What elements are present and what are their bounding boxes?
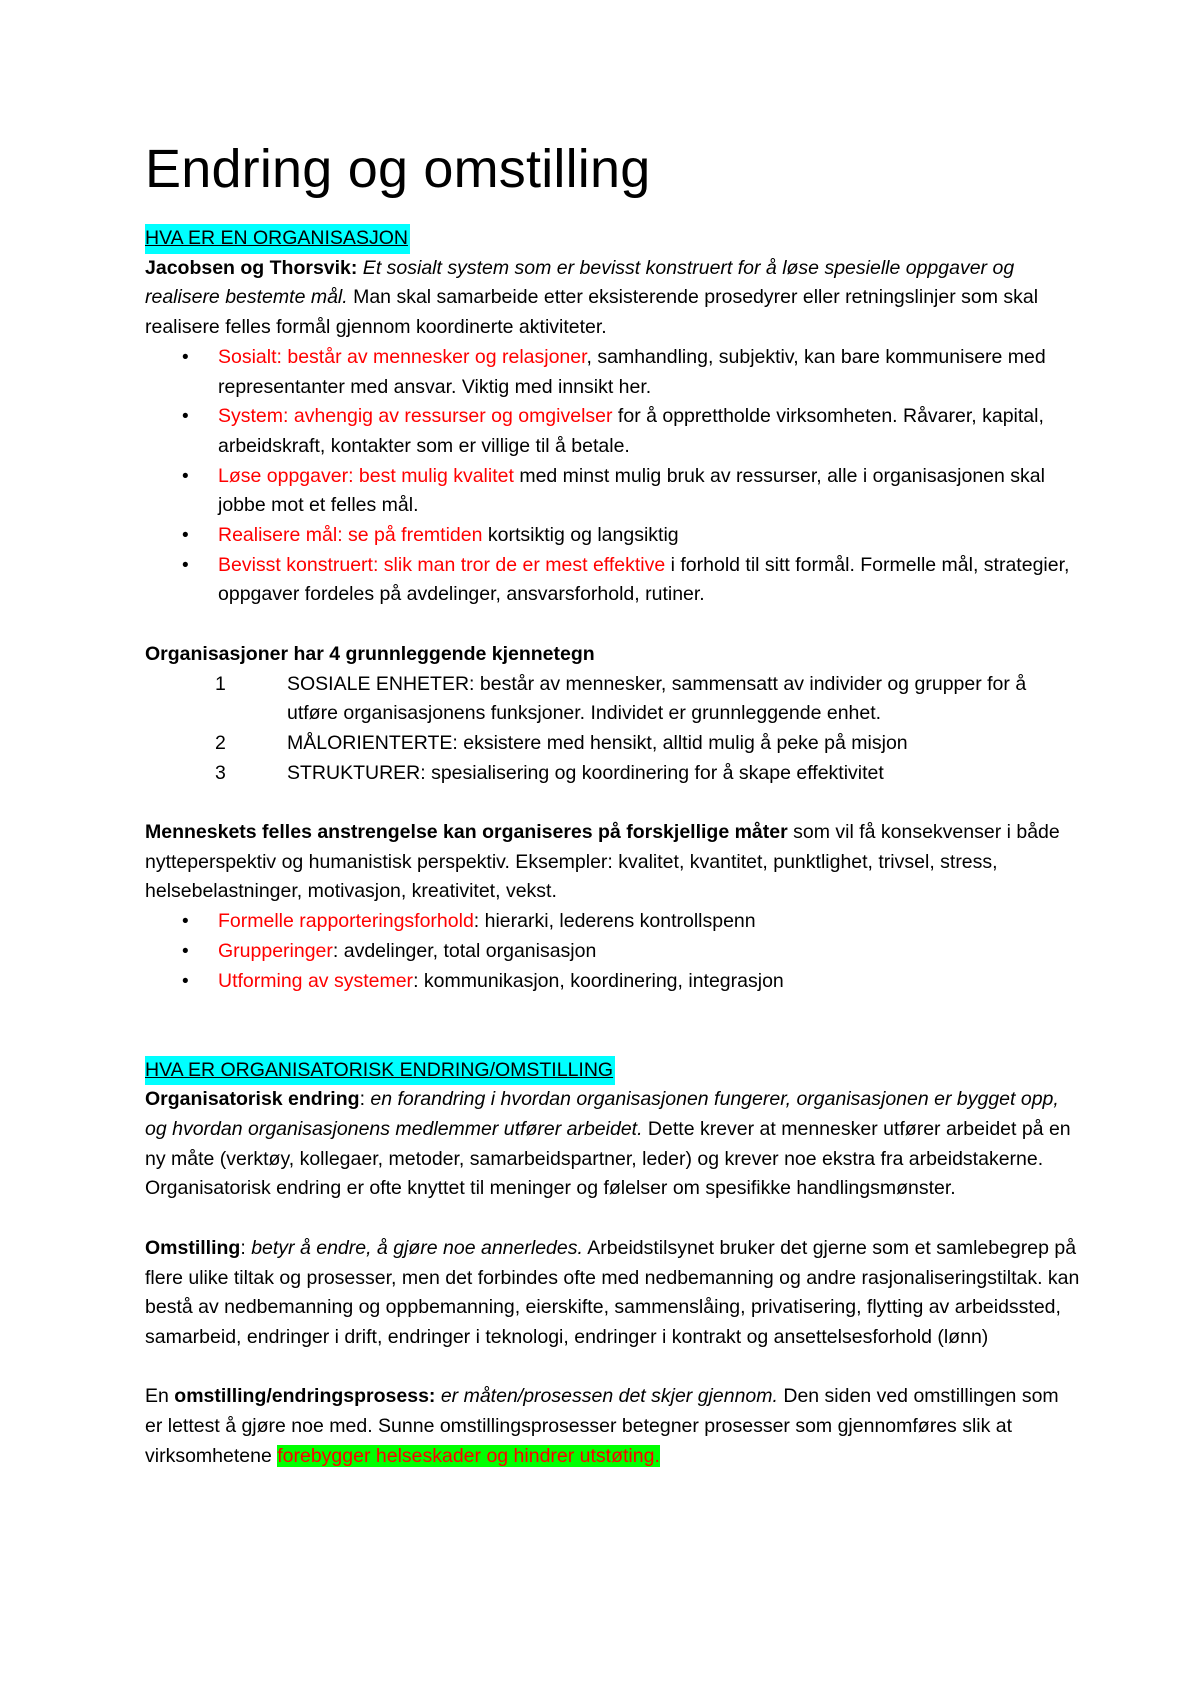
bullet-icon: • [182,346,189,368]
organisasjon-bullet-list [145,343,1080,610]
list-item [145,521,1080,551]
endring-definition: en forandring i hvordan organisasjonen fungerer, organisasjonen er bygget opp, og hvordan organisasjonens medlemmer utfører arbeidet. [145,1088,1059,1141]
list-item-text: for å opprettholde virksomheten. Råvarer, kapital, arbeidskraft, kontakter som er villige til å betale. [218,405,1044,457]
omstilling-definition: betyr å endre, å gjøre noe annerledes. [251,1236,583,1259]
bullet-icon: • [182,406,189,428]
intro-rest: Man skal samarbeide etter eksisterende prosedyrer eller retningslinjer som skal realisere felles formål gjennom koordinerte aktiviteter. [145,286,1039,339]
list-item-text: : hierarki, lederens kontrollspenn [473,910,756,933]
list-item-term: Realisere mål: se på fremtiden [218,524,483,547]
intro-lead: Jacobsen og Thorsvik: [145,256,358,279]
endring-rest: Dette krever at mennesker utfører arbeidet på en ny måte (verktøy, kollegaer, metoder, samarbeidspartner, leder) og krever noe ekstra fra arbeidstakerne. Organisatorisk endring er ofte knyttet til meninger og følelser om spesifikke handlingsmønster. [145,1118,1071,1200]
list-item-term: Bevisst konstruert: slik man tror de er mest effektive [218,553,666,576]
list-item [145,937,1080,967]
list-number: 3 [215,761,226,784]
prosess-definition: er måten/prosessen det skjer gjennom. [435,1385,778,1408]
list-item-term: Formelle rapporteringsforhold [218,910,474,933]
list-item [145,967,1080,997]
bullet-icon: • [182,525,189,547]
menneskets-lead: Menneskets felles anstrengelse kan organiseres på forskjellige måter [145,821,788,844]
intro-definition: Et sosialt system som er bevisst konstruert for å løse spesielle oppgaver og realisere bestemte mål. [145,256,1015,309]
kjennetegn-numbered-list [145,670,1080,789]
list-item-text: kortsiktig og langsiktig [482,524,679,547]
list-number: 2 [215,731,226,754]
prosess-paragraph [145,1382,1080,1471]
organisering-bullet-list [145,907,1080,996]
list-item-text: MÅLORIENTERTE: eksistere med hensikt, alltid mulig å peke på misjon [287,731,908,754]
list-item [145,729,1080,759]
endring-colon: : [359,1088,371,1111]
prosess-term: omstilling/endringsprosess: [174,1385,436,1408]
section-heading-organisasjon: HVA ER EN ORGANISASJON [145,224,410,254]
intro-paragraph [145,254,1080,343]
bullet-icon: • [182,970,189,992]
list-number: 1 [215,672,226,695]
omstilling-term: Omstilling [145,1236,241,1259]
list-item-text: i forhold til sitt formål. Formelle mål, strategier, oppgaver fordeles på avdelinger, ansvarsforhold, rutiner. [218,553,1070,606]
omstilling-rest: Arbeidstilsynet bruker det gjerne som et samlebegrep på flere ulike tiltak og prosesser, men det forbindes ofte med nedbemanning og andre rasjonaliseringstiltak. kan bestå av nedbemanning og oppbemanning, eierskifte, sammenslåing, privatisering, flytting av arbeidssted, samarbeid, endringer i drift, endringer i teknologi, endringer i kontrakt og ansettelsesforhold (lønn) [145,1236,1080,1348]
bullet-icon: • [182,911,189,933]
list-item-term: System: avhengig av ressurser og omgivelser [218,405,613,428]
list-item-text: STRUKTURER: spesialisering og koordinering for å skape effektivitet [287,761,884,784]
spacer [145,1353,1080,1383]
list-item [145,551,1080,610]
list-item-text: : avdelinger, total organisasjon [332,939,597,962]
document-title: Endring og omstilling [145,139,651,199]
endring-term: Organisatorisk endring [145,1088,360,1111]
prosess-highlight: forebygger helseskader og hindrer utstøting. [277,1444,660,1467]
list-item-text: : kommunikasjon, koordinering, integrasjon [413,969,784,992]
spacer [145,1204,1080,1234]
spacer [145,610,1080,640]
list-item [145,907,1080,937]
list-item-term: Utforming av systemer [218,969,414,992]
menneskets-rest: som vil få konsekvenser i både nytteperspektiv og humanistisk perspektiv. Eksempler: kvalitet, kvantitet, punktlighet, trivsel, stress, helsebelastninger, motivasjon, kreativitet, vekst. [145,821,1060,903]
list-item [145,462,1080,521]
list-item-term: Sosialt: består av mennesker og relasjoner [218,345,587,368]
prosess-rest: Den siden ved omstillingen som er lettest å gjøre noe med. Sunne omstillingsprosesser betegner prosesser som gjennomføres slik at virksomhetene [145,1385,1059,1467]
prosess-pre: En [145,1385,175,1408]
section-heading-endring: HVA ER ORGANISATORISK ENDRING/OMSTILLING [145,1056,615,1086]
list-item [145,402,1080,461]
bullet-icon: • [182,554,189,576]
list-item-text: , samhandling, subjektiv, kan bare kommunisere med representanter med ansvar. Viktig med innsikt her. [218,345,1046,398]
list-item [145,343,1080,402]
list-item-text: SOSIALE ENHETER: består av mennesker, sammensatt av individer og grupper for å utføre organisasjonens funksjoner. Individet er grunnleggende enhet. [287,672,1027,725]
list-item [145,759,1080,789]
list-item-text: med minst mulig bruk av ressurser, alle i organisasjonen skal jobbe mot et felles mål. [218,464,1045,517]
bullet-icon: • [182,940,189,962]
bullet-icon: • [182,465,189,487]
omstilling-paragraph [145,1234,1080,1353]
spacer [145,996,1080,1055]
spacer [145,788,1080,818]
endring-paragraph [145,1085,1080,1204]
menneskets-paragraph [145,818,1080,907]
list-item-term: Grupperinger [218,939,333,962]
omstilling-colon: : [240,1236,252,1259]
list-item-term: Løse oppgaver: best mulig kvalitet [218,464,514,487]
kjennetegn-heading: Organisasjoner har 4 grunnleggende kjennetegn [145,642,595,665]
list-item [145,670,1080,729]
